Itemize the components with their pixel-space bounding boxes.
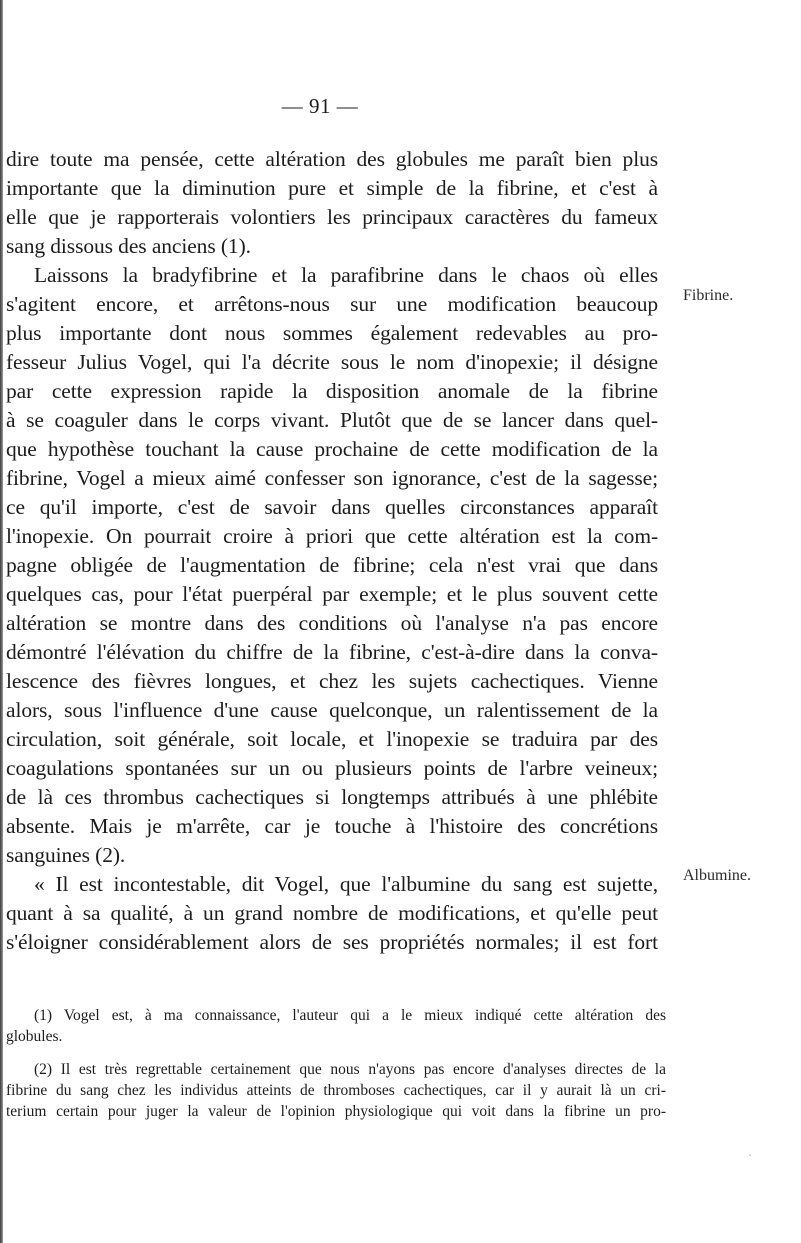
- text-line: l'inopexie. On pourrait croire à priori que cette altération est la com-: [6, 524, 658, 548]
- footnote-line: fibrine du sang chez les individus atteints de thromboses cachectiques, car il y aurait là un cri-: [6, 1082, 666, 1099]
- text-line: plus importante dont nous sommes également redevables au pro-: [6, 321, 658, 345]
- text-line: par cette expression rapide la disposition anomale de la fibrine: [6, 379, 658, 403]
- footnotes: [6, 1005, 666, 1122]
- text-line: « Il est incontestable, dit Vogel, que l'albumine du sang est sujette,: [34, 872, 658, 896]
- text-line: dire toute ma pensée, cette altération des globules me paraît bien plus: [6, 147, 658, 171]
- footnote-line: (2) Il est très regrettable certainement que nous n'ayons pas encore d'analyses directes de la: [34, 1061, 666, 1078]
- text-line: s'agitent encore, et arrêtons-nous sur une modification beaucoup: [6, 292, 658, 316]
- text-line: ce qu'il importe, c'est de savoir dans quelles circonstances apparaît: [6, 495, 658, 519]
- text-line: quant à sa qualité, à un grand nombre de modifications, et qu'elle peut: [6, 901, 658, 925]
- text-line: s'éloigner considérablement alors de ses propriétés normales; il est fort: [6, 930, 658, 954]
- margin-note-albumine: Albumine.: [683, 867, 751, 884]
- margin-note-fibrine: Fibrine.: [683, 287, 734, 304]
- text-line: que hypothèse touchant la cause prochaine de cette modification de la: [6, 437, 658, 461]
- text-line: importante que la diminution pure et simple de la fibrine, et c'est à: [6, 176, 658, 200]
- text-line: à se coaguler dans le corps vivant. Plutôt que de se lancer dans quel-: [6, 408, 658, 432]
- ink-speck: ·: [748, 1148, 752, 1162]
- body-text: [6, 145, 658, 957]
- text-line: de là ces thrombus cachectiques si longtemps attribués à une phlébite: [6, 785, 658, 809]
- text-line: circulation, soit générale, soit locale, et l'inopexie se traduira par des: [6, 727, 658, 751]
- text-line: sanguines (2).: [6, 843, 126, 867]
- footnote-line: globules.: [6, 1028, 63, 1045]
- text-line: fesseur Julius Vogel, qui l'a décrite sous le nom d'inopexie; il désigne: [6, 350, 658, 374]
- text-line: coagulations spontanées sur un ou plusieurs points de l'arbre veineux;: [6, 756, 658, 780]
- text-line: démontré l'élévation du chiffre de la fibrine, c'est-à-dire dans la conva-: [6, 640, 658, 664]
- page-number: — 91 —: [281, 94, 359, 118]
- text-line: lescence des fièvres longues, et chez les sujets cachectiques. Vienne: [6, 669, 658, 693]
- text-line: alors, sous l'influence d'une cause quelconque, un ralentissement de la: [6, 698, 658, 722]
- text-line: sang dissous des anciens (1).: [6, 234, 251, 258]
- text-line: altération se montre dans des conditions où l'analyse n'a pas encore: [6, 611, 658, 635]
- page-binding-edge: [0, 0, 3, 1243]
- text-line: Laissons la bradyfibrine et la parafibrine dans le chaos où elles: [34, 263, 658, 287]
- text-line: quelques cas, pour l'état puerpéral par exemple; et le plus souvent cette: [6, 582, 658, 606]
- text-line: pagne obligée de l'augmentation de fibrine; cela n'est vrai que dans: [6, 553, 658, 577]
- text-line: absente. Mais je m'arrête, car je touche à l'histoire des concrétions: [6, 814, 658, 838]
- text-line: elle que je rapporterais volontiers les principaux caractères du fameux: [6, 205, 658, 229]
- text-line: fibrine, Vogel a mieux aimé confesser son ignorance, c'est de la sagesse;: [6, 466, 658, 490]
- footnote-line: terium certain pour juger la valeur de l'opinion physiologique qui voit dans la fibrine un pro-: [6, 1103, 666, 1120]
- footnote-line: (1) Vogel est, à ma connaissance, l'auteur qui a le mieux indiqué cette altération des: [34, 1007, 666, 1024]
